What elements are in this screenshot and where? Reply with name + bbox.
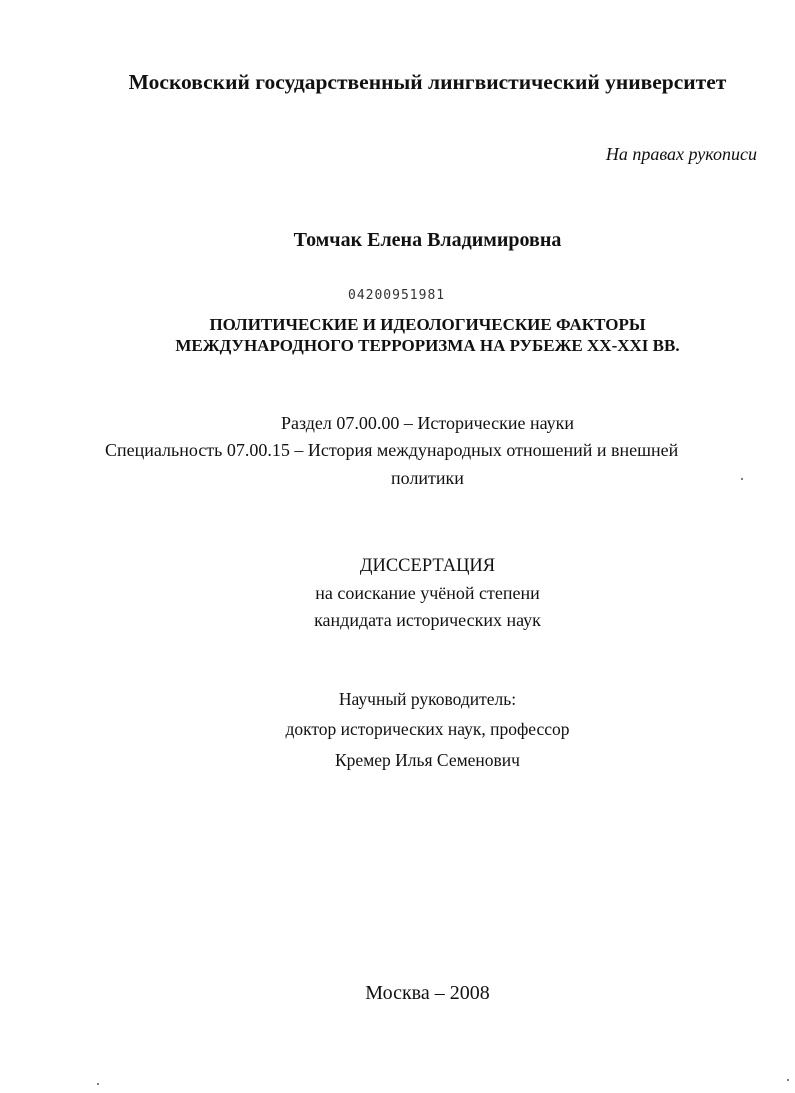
city-and-year: Москва – 2008 [365, 982, 490, 1004]
document-type: ДИССЕРТАЦИЯ [359, 556, 496, 576]
university-name: Московский государственный лингвистический университет [128, 70, 727, 94]
supervisor-label: Научный руководитель: [338, 689, 517, 709]
supervisor-title: доктор исторических наук, профессор [285, 719, 570, 739]
specialty-line-2: политики [391, 468, 464, 488]
degree-line-2: кандидата исторических наук [314, 610, 541, 630]
supervisor-name: Кремер Илья Семенович [335, 750, 520, 770]
science-section: Раздел 07.00.00 – Исторические науки [280, 413, 575, 433]
scan-speck [787, 1079, 789, 1081]
specialty-line-1: Специальность 07.00.15 – История международных отношений и внешней [105, 440, 679, 460]
degree-line-1: на соискание учёной степени [315, 583, 540, 603]
author-name: Томчак Елена Владимировна [293, 229, 562, 251]
library-stamp-number: 04200951981 [348, 288, 446, 303]
manuscript-rights-note: На правах рукописи [605, 144, 757, 164]
scan-speck [741, 478, 743, 480]
dissertation-title-line-1: ПОЛИТИЧЕСКИЕ И ИДЕОЛОГИЧЕСКИЕ ФАКТОРЫ [209, 315, 646, 334]
scan-speck [97, 1083, 99, 1085]
dissertation-title-line-2: МЕЖДУНАРОДНОГО ТЕРРОРИЗМА НА РУБЕЖЕ XX-XXI ВВ. [175, 336, 680, 355]
